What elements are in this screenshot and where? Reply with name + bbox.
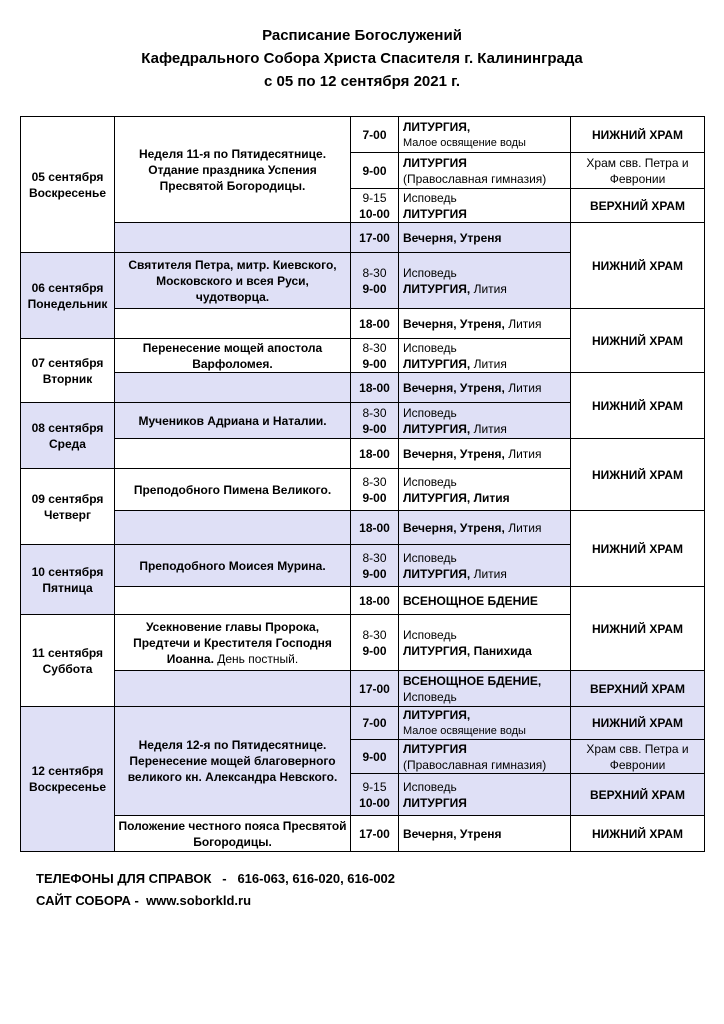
time-cell: 17-00	[351, 223, 399, 253]
service-note: Лития	[470, 566, 507, 581]
time-cell: 18-00	[351, 511, 399, 545]
service-name: Вечерня, Утреня,	[403, 380, 505, 395]
service-cell	[399, 469, 571, 511]
time-cell: 7-00	[351, 707, 399, 740]
time-cell	[351, 774, 399, 816]
time-value: 9-00	[362, 490, 387, 505]
time-value: 9-15	[362, 779, 387, 794]
place-cell: НИЖНИЙ ХРАМ	[571, 373, 705, 439]
time-value: 9-00	[362, 643, 387, 658]
title-line-3: с 05 по 12 сентября 2021 г.	[263, 73, 461, 90]
time-value: 8-30	[362, 265, 387, 280]
place-cell: НИЖНИЙ ХРАМ	[571, 223, 705, 309]
table-row	[21, 587, 705, 615]
time-cell	[351, 339, 399, 373]
service-name: ЛИТУРГИЯ	[403, 741, 467, 756]
feast-cell: Святителя Петра, митр. Киевского, Московского и всея Руси, чудотворца.	[115, 253, 351, 309]
table-row	[21, 439, 705, 469]
service-cell	[399, 373, 571, 403]
day-date: 11 сентября	[31, 645, 104, 660]
day-weekday: Пятница	[42, 580, 93, 595]
phones-line	[36, 868, 395, 890]
day-weekday: Суббота	[42, 661, 93, 676]
time-value: 8-30	[362, 405, 387, 420]
place-cell: НИЖНИЙ ХРАМ	[571, 309, 705, 373]
service-name: Вечерня, Утреня,	[403, 520, 505, 535]
time-value: 9-00	[362, 421, 387, 436]
place-cell: НИЖНИЙ ХРАМ	[571, 511, 705, 587]
place-cell: НИЖНИЙ ХРАМ	[571, 439, 705, 511]
place-cell: НИЖНИЙ ХРАМ	[571, 816, 705, 852]
day-cell	[21, 545, 115, 615]
service-note: Лития	[504, 446, 542, 461]
service-cell	[399, 545, 571, 587]
time-value: 9-00	[362, 281, 387, 296]
service-cell	[399, 511, 571, 545]
place-cell: ВЕРХНИЙ ХРАМ	[571, 671, 705, 707]
time-cell	[351, 615, 399, 671]
service-cell	[399, 671, 571, 707]
service-cell	[399, 309, 571, 339]
time-value: 9-15	[362, 190, 387, 205]
service-note: Малое освящение воды	[403, 725, 526, 737]
day-date: 10 сентября	[31, 564, 104, 579]
service-note: Малое освящение воды	[403, 136, 526, 149]
place-cell: ВЕРХНИЙ ХРАМ	[571, 774, 705, 816]
feast-cell: Перенесение мощей апостола Варфоломея.	[115, 339, 351, 373]
service-note: Лития	[504, 520, 542, 535]
service-note: (Православная гимназия)	[403, 171, 547, 186]
day-cell	[21, 253, 115, 339]
time-cell: 9-00	[351, 153, 399, 189]
feast-cell: Преподобного Пимена Великого.	[115, 469, 351, 511]
time-value: 10-00	[359, 206, 390, 221]
service-cell	[399, 439, 571, 469]
service-note: Лития	[470, 356, 507, 371]
time-value: 8-30	[362, 550, 387, 565]
table-row	[21, 117, 705, 153]
service-note: Лития	[470, 281, 507, 296]
service-name: Вечерня, Утреня,	[403, 446, 505, 461]
day-weekday: Понедельник	[27, 296, 108, 311]
table-row	[21, 707, 705, 740]
feast-cell-empty	[115, 223, 351, 253]
service-name: Исповедь	[403, 190, 457, 205]
feast-cell: Неделя 12-я по Пятидесятнице. Перенесение мощей благоверного великого кн. Александра Невского.	[115, 707, 351, 816]
title-line-2: Кафедрального Собора Христа Спасителя г. Калининграда	[141, 50, 583, 67]
day-date: 09 сентября	[31, 491, 104, 506]
contacts-footer	[36, 868, 395, 912]
service-cell	[399, 189, 571, 223]
service-cell	[399, 153, 571, 189]
service-name: ЛИТУРГИЯ,	[403, 119, 471, 134]
day-date: 07 сентября	[31, 355, 104, 370]
time-value: 9-00	[362, 566, 387, 581]
day-weekday: Воскресенье	[28, 185, 106, 200]
service-cell: ВСЕНОЩНОЕ БДЕНИЕ	[399, 587, 571, 615]
service-name: ЛИТУРГИЯ,	[403, 566, 471, 581]
service-name: ЛИТУРГИЯ, Лития	[403, 490, 510, 505]
table-row	[21, 223, 705, 253]
site-label: САЙТ СОБОРА -	[36, 893, 147, 908]
place-cell: НИЖНИЙ ХРАМ	[571, 117, 705, 153]
day-date: 05 сентября	[31, 169, 104, 184]
service-cell	[399, 774, 571, 816]
table-row	[21, 373, 705, 403]
table-row	[21, 309, 705, 339]
feast-cell-empty	[115, 511, 351, 545]
service-name: Исповедь	[403, 405, 457, 420]
time-cell: 9-00	[351, 740, 399, 774]
service-name: ЛИТУРГИЯ	[403, 206, 467, 221]
day-weekday: Четверг	[43, 507, 92, 522]
service-note: (Православная гимназия)	[403, 757, 547, 772]
service-cell	[399, 707, 571, 740]
time-cell: 17-00	[351, 671, 399, 707]
feast-cell: Мучеников Адриана и Наталии.	[115, 403, 351, 439]
place-cell: НИЖНИЙ ХРАМ	[571, 587, 705, 671]
time-value: 8-30	[362, 340, 387, 355]
table-row	[21, 671, 705, 707]
time-cell: 18-00	[351, 309, 399, 339]
time-value: 9-00	[362, 356, 387, 371]
day-cell	[21, 615, 115, 707]
place-cell: ВЕРХНИЙ ХРАМ	[571, 189, 705, 223]
day-cell	[21, 117, 115, 253]
time-cell	[351, 403, 399, 439]
site-link[interactable]: www.soborkld.ru	[146, 893, 252, 908]
feast-cell-empty	[115, 373, 351, 403]
feast-note: День постный.	[213, 651, 299, 666]
day-date: 12 сентября	[31, 764, 104, 778]
service-name: Исповедь	[403, 550, 457, 565]
site-line	[36, 890, 395, 912]
service-name: Исповедь	[403, 779, 457, 794]
service-name: ЛИТУРГИЯ	[403, 155, 467, 170]
feast-text: Усекновение главы Пророка, Предтечи и Крестителя Господня Иоанна.	[133, 619, 332, 666]
time-cell	[351, 545, 399, 587]
service-name: Исповедь	[403, 474, 457, 489]
table-row	[21, 511, 705, 545]
service-cell: Вечерня, Утреня	[399, 816, 571, 852]
page-title	[0, 24, 724, 93]
time-value: 10-00	[359, 795, 390, 810]
schedule-table	[20, 116, 705, 852]
place-cell: Храм свв. Петра и Февронии	[571, 740, 705, 774]
day-cell	[21, 469, 115, 545]
feast-cell: Неделя 11-я по Пятидесятнице. Отдание праздника Успения Пресвятой Богородицы.	[115, 117, 351, 223]
phones-label: ТЕЛЕФОНЫ ДЛЯ СПРАВОК -	[36, 871, 238, 886]
service-cell	[399, 253, 571, 309]
time-cell: 7-00	[351, 117, 399, 153]
place-cell: НИЖНИЙ ХРАМ	[571, 707, 705, 740]
day-weekday: Воскресенье	[28, 780, 106, 794]
service-cell	[399, 339, 571, 373]
service-note: Лития	[504, 316, 542, 331]
feast-cell-empty	[115, 309, 351, 339]
service-cell	[399, 117, 571, 153]
title-line-1: Расписание Богослужений	[262, 27, 462, 44]
day-cell	[21, 707, 115, 852]
time-cell: 18-00	[351, 373, 399, 403]
service-name: Исповедь	[403, 627, 457, 642]
day-cell	[21, 339, 115, 403]
feast-cell-empty	[115, 587, 351, 615]
service-name: ЛИТУРГИЯ, Панихида	[403, 643, 532, 658]
service-cell	[399, 740, 571, 774]
service-name: Вечерня, Утреня,	[403, 316, 505, 331]
service-name: ЛИТУРГИЯ,	[403, 421, 471, 436]
time-cell	[351, 253, 399, 309]
feast-cell-empty	[115, 671, 351, 707]
service-name: Исповедь	[403, 689, 457, 704]
place-cell: Храм свв. Петра и Февронии	[571, 153, 705, 189]
time-cell: 18-00	[351, 587, 399, 615]
time-value: 8-30	[362, 627, 387, 642]
day-date: 08 сентября	[31, 420, 104, 435]
feast-cell: Положение честного пояса Пресвятой Богородицы.	[115, 816, 351, 852]
time-cell: 17-00	[351, 816, 399, 852]
service-cell	[399, 615, 571, 671]
service-cell	[399, 403, 571, 439]
service-cell: Вечерня, Утреня	[399, 223, 571, 253]
service-name: ЛИТУРГИЯ,	[403, 281, 471, 296]
service-name: Исповедь	[403, 340, 457, 355]
service-note: Лития	[470, 421, 507, 436]
time-cell	[351, 469, 399, 511]
service-name: Исповедь	[403, 265, 457, 280]
time-cell: 18-00	[351, 439, 399, 469]
time-value: 8-30	[362, 474, 387, 489]
table-row	[21, 816, 705, 852]
service-name: ЛИТУРГИЯ,	[403, 708, 471, 722]
service-name: ЛИТУРГИЯ,	[403, 356, 471, 371]
day-cell	[21, 403, 115, 469]
day-weekday: Вторник	[42, 371, 93, 386]
feast-cell: Преподобного Моисея Мурина.	[115, 545, 351, 587]
service-name: ВСЕНОЩНОЕ БДЕНИЕ,	[403, 673, 542, 688]
time-cell	[351, 189, 399, 223]
service-name: ЛИТУРГИЯ	[403, 795, 467, 810]
day-weekday: Среда	[49, 436, 86, 451]
service-note: Лития	[504, 380, 542, 395]
feast-cell	[115, 615, 351, 671]
day-date: 06 сентября	[31, 280, 104, 295]
phones-value: 616-063, 616-020, 616-002	[237, 871, 396, 886]
feast-cell-empty	[115, 439, 351, 469]
